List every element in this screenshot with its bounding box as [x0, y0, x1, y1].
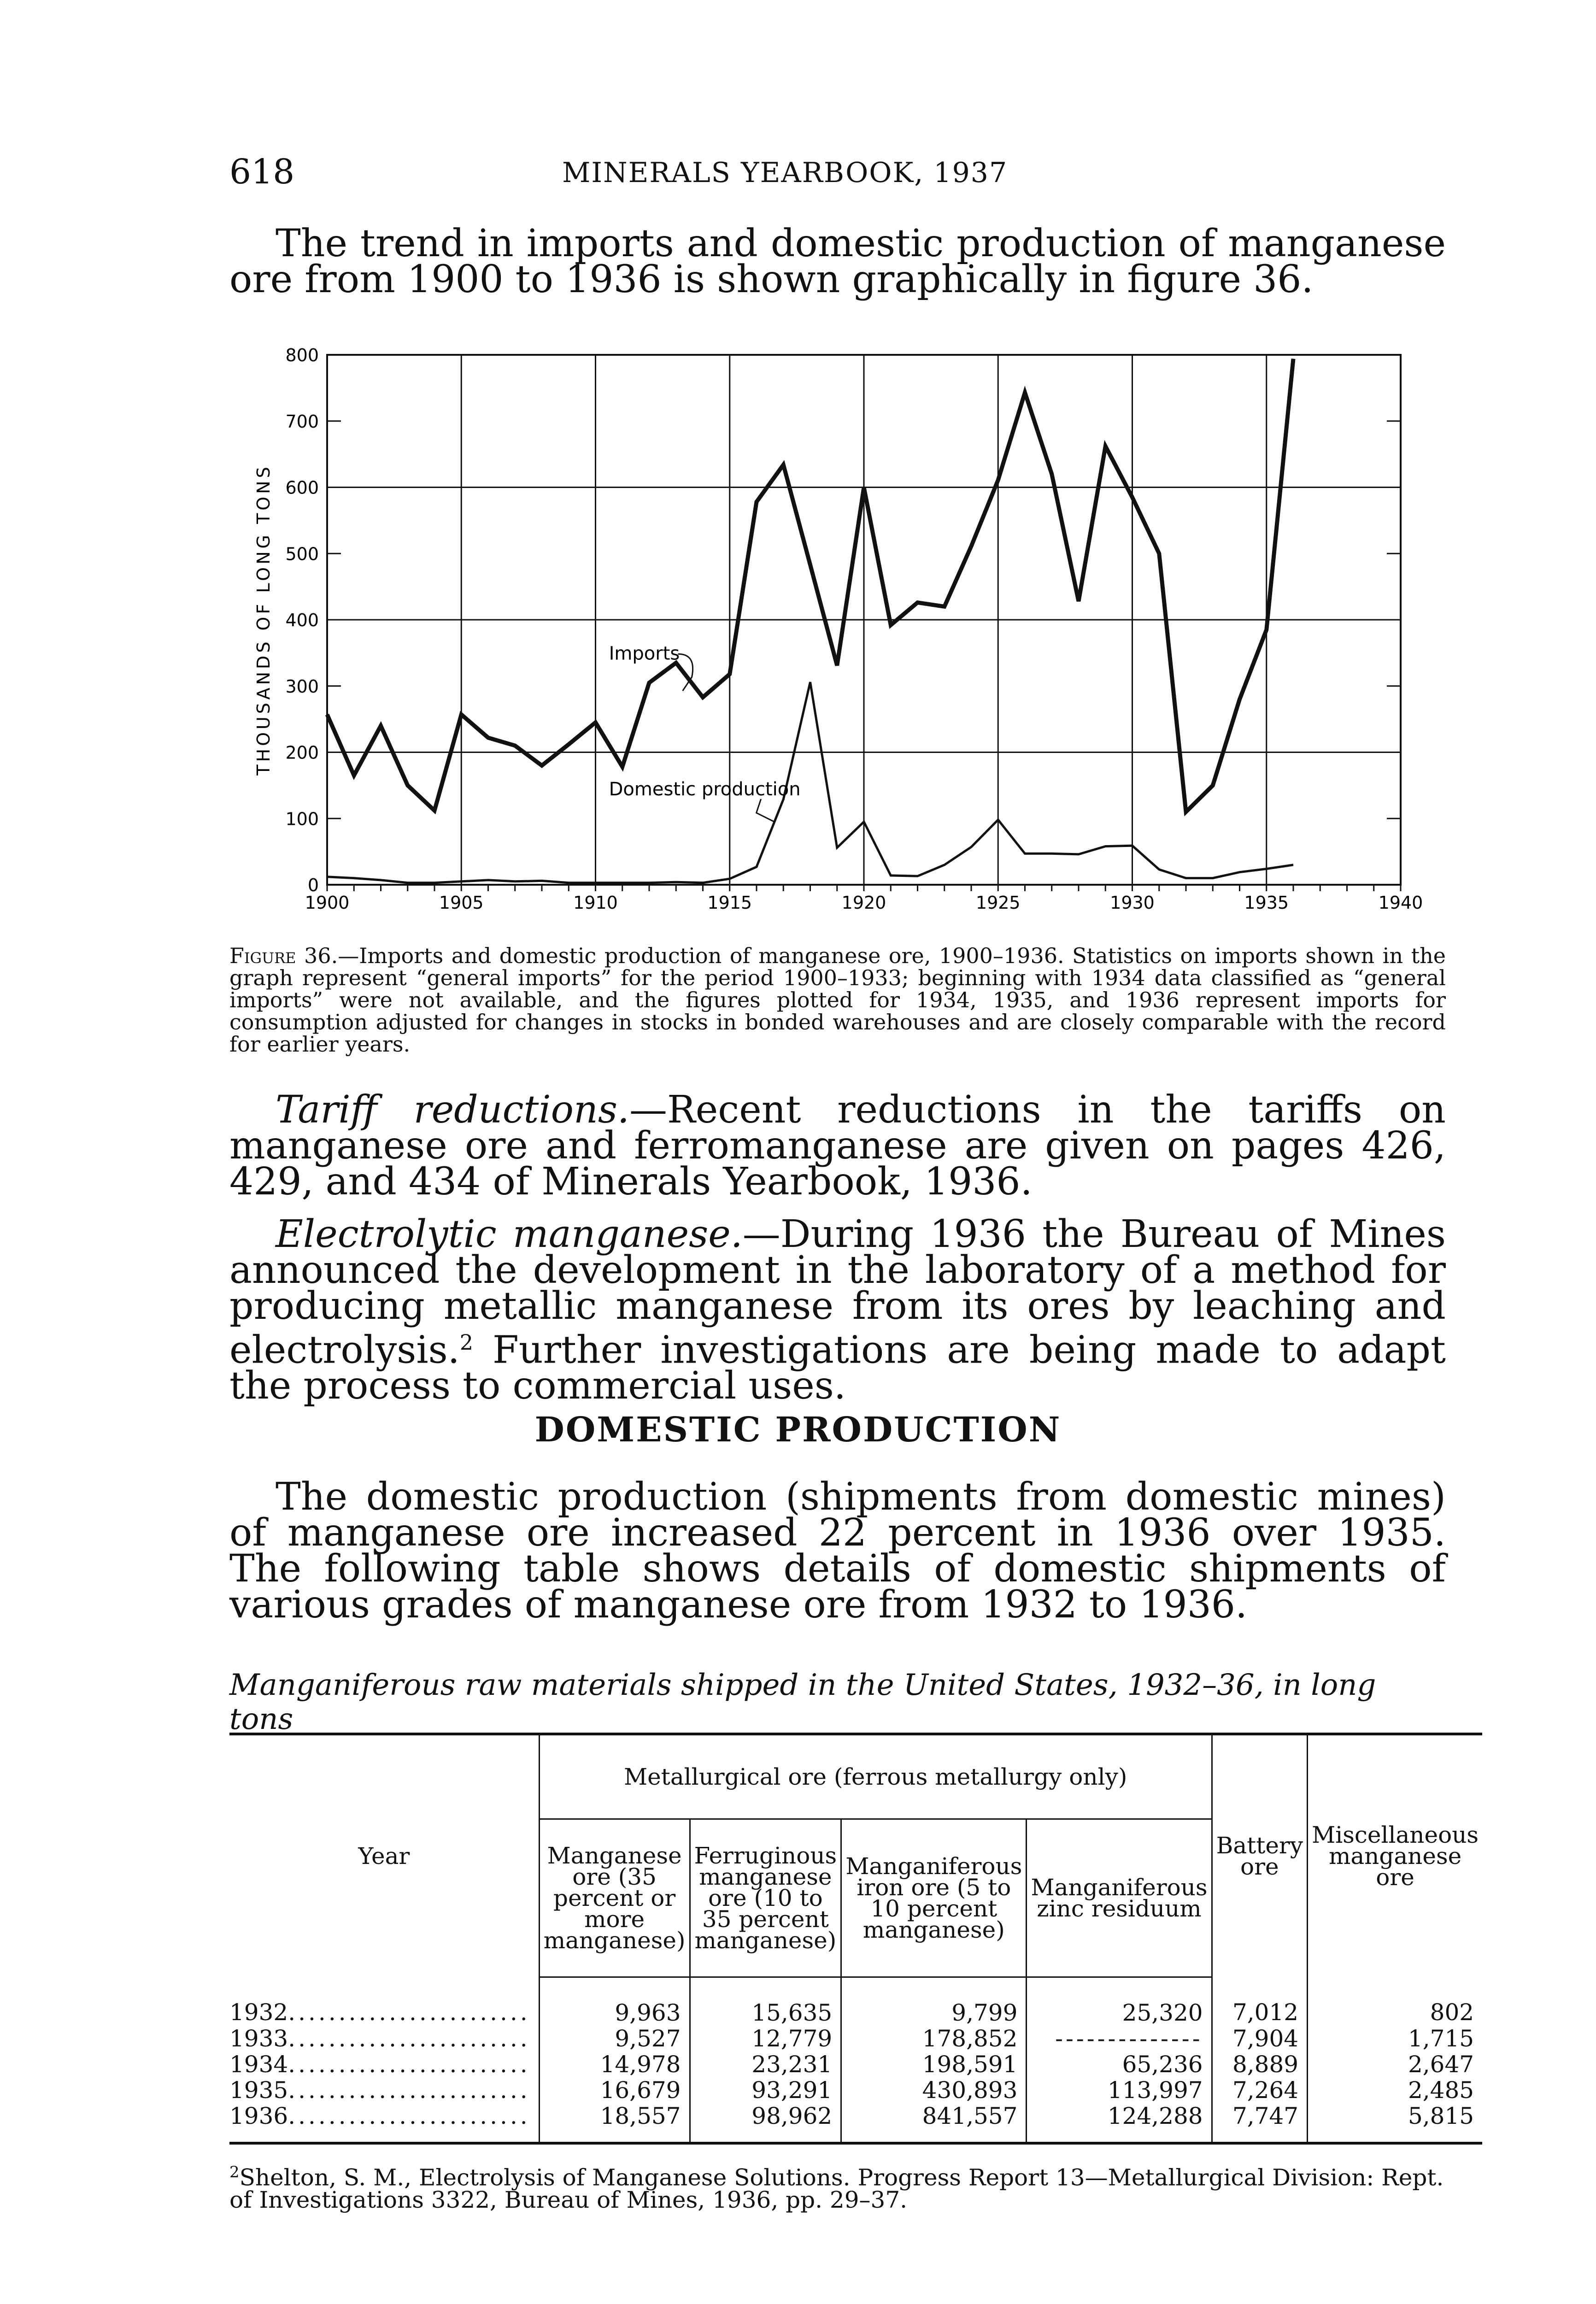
table-cell: 93,291	[690, 2077, 841, 2103]
table-cell: 1,715	[1308, 2026, 1483, 2051]
table-cell: 9,799	[841, 1977, 1027, 2026]
table-cell: 9,963	[539, 1977, 690, 2026]
table-cell: 98,962	[690, 2103, 841, 2143]
figure-label: Figure 36.	[229, 943, 338, 968]
table-cell: 14,978	[539, 2051, 690, 2077]
footnote-ref: 2	[459, 1330, 474, 1355]
table-cell: 124,288	[1027, 2103, 1212, 2143]
electrolytic-paragraph	[229, 1212, 1446, 1408]
intro-paragraph	[229, 222, 1446, 301]
chart-svg	[240, 341, 1438, 940]
table-cell: 2,647	[1308, 2051, 1483, 2077]
y-tick-label: 200	[285, 742, 319, 763]
table-cell: 65,236	[1027, 2051, 1212, 2077]
section-heading: DOMESTIC PRODUCTION	[534, 1410, 1062, 1450]
electrolytic-text: —During 1936 the Bureau of Mines announced the development in the laboratory of a method for producing metallic manganese from its ores by leaching and electrolysis.	[229, 1212, 1446, 1372]
electrolytic-text-2: Further investigations are being made to adapt the process to commercial uses.	[229, 1328, 1446, 1408]
y-tick-label: 700	[285, 411, 319, 432]
table-row	[229, 2077, 1482, 2103]
y-tick-label: 500	[285, 544, 319, 564]
year-cell: 1934........................	[229, 2051, 530, 2077]
table-cell: 12,779	[690, 2026, 841, 2051]
x-tick-label: 1920	[841, 893, 886, 913]
table-cell: 178,852	[841, 2026, 1027, 2051]
footnote	[229, 2161, 1446, 2211]
x-tick-label: 1915	[707, 893, 752, 913]
table-row	[229, 1977, 1482, 2026]
domestic-paragraph	[229, 1475, 1446, 1627]
table-cell: 2,485	[1308, 2077, 1483, 2103]
domestic-production-series-line	[327, 682, 1293, 883]
table-cell: 25,320	[1027, 1977, 1212, 2026]
col-iron-ore-header: Manganiferous iron ore (5 to 10 percent manganese)	[841, 1819, 1027, 1977]
tariff-text: —Recent reductions in the tariffs on manganese ore and ferromanganese are given on pages 426, 429, and 434 of Minerals Yearbook, 1936.	[229, 1088, 1446, 1204]
y-tick-label: 300	[285, 676, 319, 697]
year-cell: 1933........................	[229, 2026, 530, 2051]
table-cell: 7,747	[1212, 2103, 1307, 2143]
intro-text: The trend in imports and domestic production of manganese ore from 1900 to 1936 is shown graphically in figure 36.	[229, 222, 1446, 301]
table-cell: 15,635	[690, 1977, 841, 2026]
y-tick-label: 400	[285, 610, 319, 630]
domestic-text: The domestic production (shipments from domestic mines) of manganese ore increased 22 percent in 1936 over 1935. The following table shows details of domestic shipments of various grades of manganese ore from 1932 to 1936.	[229, 1475, 1446, 1627]
y-axis-title: THOUSANDS OF LONG TONS	[253, 464, 274, 776]
table-cell: 9,527	[539, 2026, 690, 2051]
imports-annotation: Imports	[609, 643, 680, 664]
table-cell: 8,889	[1212, 2051, 1307, 2077]
table-cell: 7,904	[1212, 2026, 1307, 2051]
col-misc-header: Miscellaneous manganese ore	[1308, 1734, 1483, 1977]
col-ferruginous-header: Ferruginous manganese ore (10 to 35 percent manganese)	[690, 1819, 841, 1977]
y-tick-label: 800	[285, 345, 319, 365]
table-cell: 430,893	[841, 2077, 1027, 2103]
x-tick-label: 1910	[573, 893, 618, 913]
figure-36-chart	[240, 341, 1438, 940]
table-cell: 7,012	[1212, 1977, 1307, 2026]
table-row	[229, 2103, 1482, 2143]
col-manganese-ore-header: Manganese ore (35 percent or more manganese)	[539, 1819, 690, 1977]
table-title: Manganiferous raw materials shipped in the United States, 1932–36, in long tons	[229, 1668, 1376, 1736]
figure-caption-text: —Imports and domestic production of manganese ore, 1900–1936. Statistics on imports shown in the graph represent “general imports” for the period 1900–1933; beginning with 1934 data classified as “general imports” were not available, and the figures plotted for 1934, 1935, and 1936 represent imports for consumption adjusted for changes in stocks in bonded warehouses and are closely comparable with the record for earlier years.	[229, 943, 1446, 1057]
col-battery-header: Battery ore	[1212, 1734, 1307, 1977]
table-cell: 5,815	[1308, 2103, 1483, 2143]
table-row	[229, 2026, 1482, 2051]
y-tick-label: 0	[307, 875, 319, 895]
table-cell: 23,231	[690, 2051, 841, 2077]
x-tick-label: 1935	[1244, 893, 1289, 913]
domestic-production-annotation: Domestic production	[609, 778, 801, 800]
x-tick-label: 1905	[439, 893, 484, 913]
imports-series-line	[327, 359, 1293, 812]
year-cell: 1932........................	[229, 1999, 530, 2026]
year-cell: 1936........................	[229, 2103, 539, 2143]
table-cell: 18,557	[539, 2103, 690, 2143]
col-year-header: Year	[229, 1734, 539, 1977]
electrolytic-lead: Electrolytic manganese.	[276, 1212, 743, 1256]
x-tick-label: 1940	[1378, 893, 1423, 913]
table-cell: 841,557	[841, 2103, 1027, 2143]
tariff-paragraph	[229, 1088, 1446, 1204]
table-cell: 198,591	[841, 2051, 1027, 2077]
x-tick-label: 1900	[305, 893, 350, 913]
y-tick-label: 100	[285, 809, 319, 829]
table-cell: 802	[1308, 1977, 1483, 2026]
table-cell: 113,997	[1027, 2077, 1212, 2103]
group-header: Metallurgical ore (ferrous metallurgy only)	[539, 1734, 1212, 1819]
x-tick-label: 1930	[1110, 893, 1155, 913]
table-cell: 7,264	[1212, 2077, 1307, 2103]
table-cell: 16,679	[539, 2077, 690, 2103]
col-zinc-residuum-header: Manganiferous zinc residuum	[1027, 1819, 1212, 1977]
shipments-table	[229, 1733, 1479, 2145]
running-head: MINERALS YEARBOOK, 1937	[562, 157, 1008, 189]
footnote-text: Shelton, S. M., Electrolysis of Manganese Solutions. Progress Report 13—Metallurgical Division: Rept. of Investigations 3322, Bureau of Mines, 1936, pp. 29–37.	[229, 2164, 1444, 2213]
chart-canvas	[240, 341, 1438, 942]
footnote-mark: 2	[229, 2163, 240, 2181]
tariff-lead: Tariff reductions.	[276, 1088, 629, 1132]
table-row	[229, 2051, 1482, 2077]
year-cell: 1935........................	[229, 2077, 530, 2103]
domestic-leader-line	[757, 799, 775, 822]
table-cell-dashes: --------------	[1027, 2026, 1212, 2051]
x-tick-label: 1925	[975, 893, 1021, 913]
y-tick-label: 600	[285, 477, 319, 498]
page-number: 618	[229, 152, 295, 192]
figure-caption	[229, 945, 1446, 1055]
